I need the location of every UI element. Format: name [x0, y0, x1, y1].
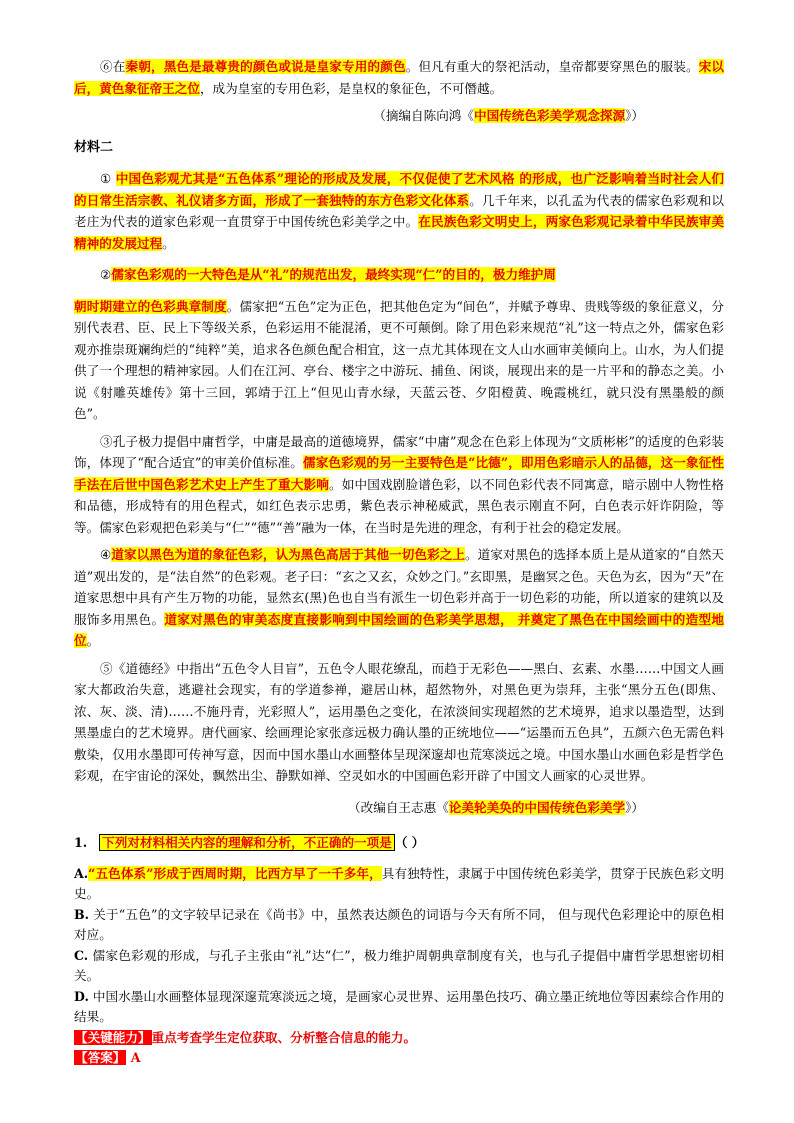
answer-bracket: （ ） [394, 835, 425, 850]
highlight-text: 秦朝，黑色是最尊贵的颜色或说是皇家专用的颜色 [125, 59, 406, 74]
option-b [74, 905, 724, 946]
text: 。道家对黑色的选择本质上是从道家的“自然天道”观出发的，是“法自然”的色彩观。老子曰：“玄之又玄，众妙之门。”玄即黑，是幽冥之色。天色为玄，因为“天”在道家思想中具有产生万物的功能，显然玄(黑)色也自当有派生一切色彩并高于一切色彩的功能，所以道家的建筑以及服饰多用黑色。 [74, 547, 724, 627]
answer-text: A [126, 1050, 141, 1065]
material1-paragraph-6 [74, 56, 724, 99]
question-number: 1. [74, 835, 88, 850]
question-stem [74, 832, 724, 854]
option-a [74, 864, 724, 905]
highlight-text: 朝时期建立的色彩典章制度 [74, 298, 227, 314]
document-page [74, 56, 724, 1069]
material2-paragraph-1 [74, 168, 724, 254]
highlight-text: 中国色彩观尤其是“五色体系”理论的形成及发展，不仅促使了艺术风格 的形成，也广泛影响着当时社会人们的日常生活宗教、礼仪诸多方面，形成了一套独特的东方色彩文化体系 [74, 171, 724, 208]
highlight-text: 道家对黑色的审美态度直接影响到中国绘画的色彩美学思想， 并奠定了黑色在中国绘画中的造型地位 [74, 611, 724, 648]
question-prompt: 下列对材料相关内容的理解和分析，不正确的一项是 [99, 834, 395, 851]
option-text: 儒家色彩观的形成，与孔子主张由“礼”达“仁”，极力维护周朝典章制度有关，也与孔子提倡中庸哲学思想密切相关。 [74, 947, 724, 983]
text: 》） [625, 108, 644, 123]
text: ① [100, 171, 116, 186]
material2-paragraph-5: ⑤《道德经》中指出“五色令人目盲”，五色令人眼花缭乱，而趋于无彩色——黑白、玄素、水墨……中国文人画家大都政治失意，逃避社会现实，有的学道参禅，避居山林，超然物外，对黑色更为崇拜，主张“黑分五色(即焦、浓、灰、淡、清)……不施丹青，光彩照人”，运用墨色之变化，在浓淡间实现超然的艺术境界，追求以墨造型，达到黑墨虚白的艺术境界。唐代画家、绘画理论家张彦远极力确认墨的正统地位——“运墨而五色具”，五颜六色无需色料敷染，仅用水墨即可传神写意，因而中国水墨山水画整体呈现深邃却也荒寒淡远之境。中国水墨山水画色彩是哲学色彩观，在宇宙论的深处，飘然出尘、静默如禅、空灵如水的中国画色彩开辟了中国文人画家的心灵世界。 [74, 660, 724, 783]
text: ② [100, 267, 112, 282]
highlight-text: 儒家色彩观的一大特色是从“礼”的规范出发，最终实现“仁”的目的，极力维护周 [111, 267, 556, 282]
text: （改编自王志惠《 [348, 799, 449, 815]
highlight-text: 儒家色彩观的另一主要特色是“比德”，即用色彩暗示人的品德，这一象征性手法在后世中国色彩艺术史上产生了重大影响 [74, 455, 724, 492]
material2-paragraph-3 [74, 431, 724, 539]
key-ability-line [74, 1028, 724, 1049]
material2-paragraph-2-body [74, 296, 724, 425]
material2-paragraph-2-line1 [74, 264, 724, 286]
ability-text: 重点考查学生定位获取、分析整合信息的能力。 [151, 1029, 417, 1045]
text: 。 [162, 235, 175, 251]
text: ④ [100, 547, 112, 562]
source-title: 中国传统色彩美学观念探源 [473, 108, 626, 123]
option-letter: C. [74, 947, 89, 963]
text: 。儒家把“五色”定为正色，把其他色定为“间色”，并赋予尊卑、贵贱等级的象征意义，分别代表君、臣、民上下等级关系，色彩运用不能混淆，更不可颠倒。除了用色彩来规范“礼”这一特点之外，儒家色彩观亦推崇斑斓绚烂的“纯粹”美，追求各色颜色配合相宜，这一点尤其体现在文人山水画审美倾向上。山水，为人们提供了一个理想的精神家园。人们在江河、亭台、楼宇之中游玩、捕鱼、闲谈，展现出来的是一片平和的静态之美。小说《射雕英雄传》第十三回，郭靖于江上“但见山青水绿，天蓝云苍、夕阳橙黄、晚霞桃红，就只没有黑墨般的颜色”。 [74, 298, 724, 421]
text: 。但凡有重大的祭祀活动，皇帝都要穿黑色的服装。 [405, 59, 699, 74]
text: 。几千年来，以孔孟为代表的儒家色彩观和以老庄为代表的道家色彩观一直贯穿于中国传统色彩美学之中。 [74, 192, 725, 229]
highlight-text: “五色体系”形成于西周时期，比西方早了一千多年， [88, 865, 382, 881]
text: 》） [625, 799, 644, 815]
text: ，成为皇室的专用色彩，是皇权的象征色，不可僭越。 [199, 80, 503, 96]
text: ③孔子极力提倡中庸哲学，中庸是最高的道德境界，儒家“中庸”观念在色彩上体现为“文质彬彬”的适度的色彩装饰，体现了“配合适宜”的审美价值标准。 [74, 433, 724, 470]
text: 。 [86, 633, 100, 648]
ability-tag: 【关键能力】 [75, 1029, 151, 1045]
source-citation-2 [74, 797, 724, 819]
option-d [74, 987, 724, 1028]
material2-heading: 材料二 [74, 139, 114, 155]
text: 。如中国戏剧脸谱色彩，以不同色彩代表不同寓意，暗示剧中人物性格和品德，形成特有的用色程式，如红色表示忠勇，紫色表示神秘威武，黑色表示刚直不阿，白色表示奸诈阴险，等等。儒家色彩观把色彩美与“仁”“德”“善”融为一体，在当时是先进的理念，有利于社会的稳定发展。 [74, 476, 725, 535]
option-text: 中国水墨山水画整体显现深邃荒寒淡远之境，是画家心灵世界、运用墨色技巧、确立墨正统地位等因素综合作用的结果。 [74, 988, 725, 1024]
answer-line [74, 1048, 724, 1069]
option-c [74, 946, 724, 987]
source-title: 论美轮美奂的中国传统色彩美学 [448, 799, 626, 815]
highlight-text: 宋以后，黄色象征帝王之位 [74, 59, 725, 96]
answer-tag: 【答案】 [75, 1050, 126, 1065]
text: （摘编自陈向鸿《 [373, 108, 474, 123]
option-letter: B. [74, 906, 90, 922]
text: ⑥在 [100, 59, 126, 74]
material2-paragraph-4 [74, 544, 724, 652]
highlight-text: 道家以黑色为道的象征色彩，认为黑色高居于其他一切色彩之上 [111, 547, 465, 562]
option-text: 关于“五色”的文字较早记录在《尚书》中，虽然表达颜色的词语与今天有所不同， 但与现代色彩理论中的原色相对应。 [74, 906, 724, 942]
option-text: 具有独特性，隶属于中国传统色彩美学，贯穿于民族色彩文明史。 [74, 865, 724, 901]
source-citation-1 [74, 105, 724, 127]
option-letter: A. [74, 865, 89, 881]
option-letter: D. [74, 988, 89, 1004]
highlight-text: 在民族色彩文明史上，两家色彩观记录着中华民族审美精神的发展过程 [74, 214, 725, 251]
